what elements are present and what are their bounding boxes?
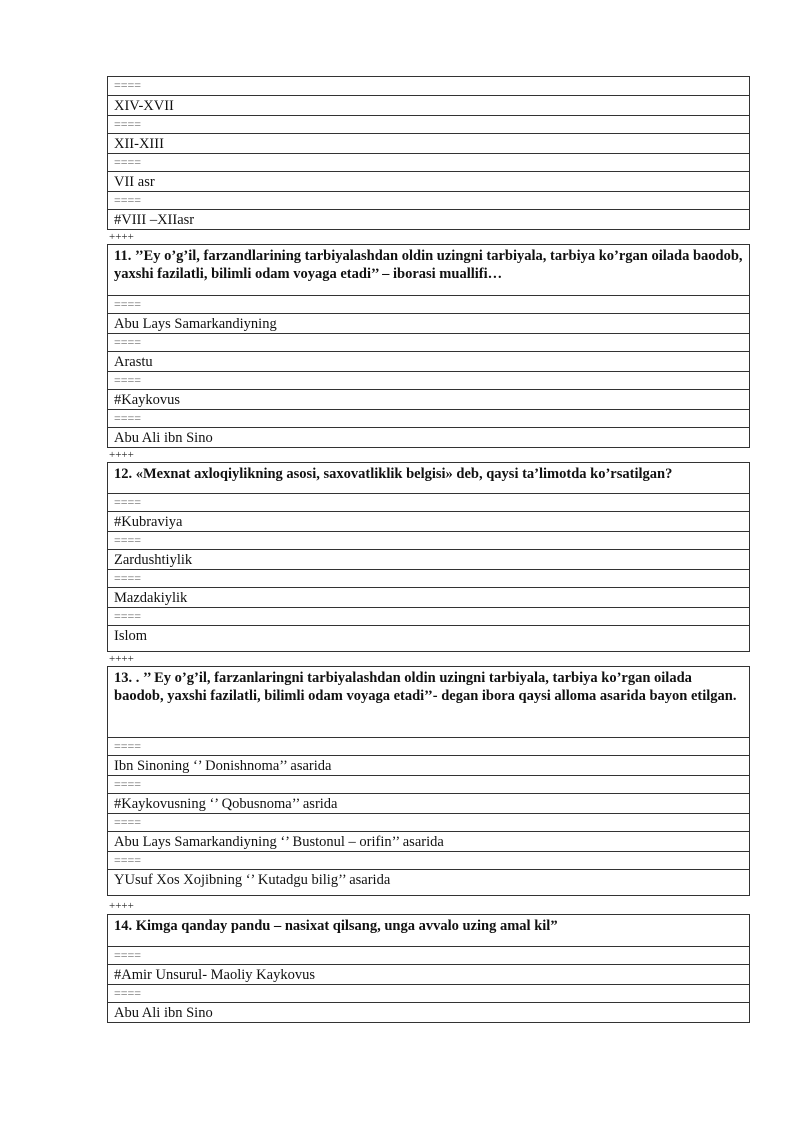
question-table-13 [107,666,750,896]
separator-row: ==== [108,984,749,1002]
question-delimiter: ++++ [109,449,134,461]
answer-option: YUsuf Xos Xojibning ‘’ Kutadgu bilig’’ asarida [108,869,749,895]
separator-row: ==== [108,569,749,587]
question-table-11 [107,244,750,448]
separator-row: ==== [108,851,749,869]
separator-row: ==== [108,409,749,427]
answer-option: XIV-XVII [108,95,749,115]
separator-row: ==== [108,531,749,549]
separator-row: ==== [108,775,749,793]
answer-option-correct: #Kaykovusning ‘’ Qobusnoma’’ asrida [108,793,749,813]
document-page [107,76,750,1023]
answer-option: Islom [108,625,749,651]
answer-option-correct: #Amir Unsurul- Maoliy Kaykovus [108,964,749,984]
question-delimiter: ++++ [109,231,134,243]
answer-option-correct: #Kaykovus [108,389,749,409]
question-delimiter: ++++ [109,653,134,665]
answer-option: Abu Lays Samarkandiyning ‘’ Bustonul – orifin’’ asarida [108,831,749,851]
answer-option: Mazdakiylik [108,587,749,607]
question-delimiter: ++++ [109,900,134,912]
separator-row: ==== [108,115,749,133]
answer-option: Ibn Sinoning ‘’ Donishnoma’’ asarida [108,755,749,775]
answer-option: Zardushtiylik [108,549,749,569]
separator-row: ==== [108,946,749,964]
question-text: 11. ’’Ey o’g’il, farzandlarining tarbiyalashdan oldin uzingni tarbiyala, tarbiya ko’rgan oilada baodob, yaxshi fazilatli, bilimli odam voyaga etadi’’ – iborasi muallifi… [114,248,743,282]
question-text: 13. . ’’ Ey o’g’il, farzanlaringni tarbiyalashdan oldin uzingni tarbiyala, tarbiya ko’rgan oilada baodob, yaxshi fazilatli, bilimli odam voyaga etadi’’- degan ibora qaysi alloma asarida bayon etilgan. [114,670,737,704]
answer-option: VII asr [108,171,749,191]
question-table-12 [107,462,750,652]
answer-option-correct: #VIII –XIIasr [108,209,749,229]
separator-row: ==== [108,737,749,755]
separator-row: ==== [108,333,749,351]
separator-row: ==== [108,191,749,209]
question-table-14 [107,914,750,1023]
question-text: 14. Kimga qanday pandu – nasixat qilsang, unga avvalo uzing amal kil” [114,918,558,934]
answer-table-10 [107,76,750,230]
question-text: 12. «Mexnat axloqiylikning asosi, saxovatliklik belgisi» deb, qaysi ta’limotda ko’rsatilgan? [114,466,673,482]
separator-row: ==== [108,607,749,625]
answer-option-correct: #Kubraviya [108,511,749,531]
separator-row: ==== [108,493,749,511]
separator-row: ==== [108,813,749,831]
answer-option: Abu Lays Samarkandiyning [108,313,749,333]
separator-row: ==== [108,371,749,389]
answer-option: Arastu [108,351,749,371]
answer-option: Abu Ali ibn Sino [108,427,749,447]
answer-option: Abu Ali ibn Sino [108,1002,749,1022]
answer-option: XII-XIII [108,133,749,153]
separator-row: ==== [108,153,749,171]
separator-row: ==== [108,295,749,313]
separator-row: ==== [114,78,142,92]
